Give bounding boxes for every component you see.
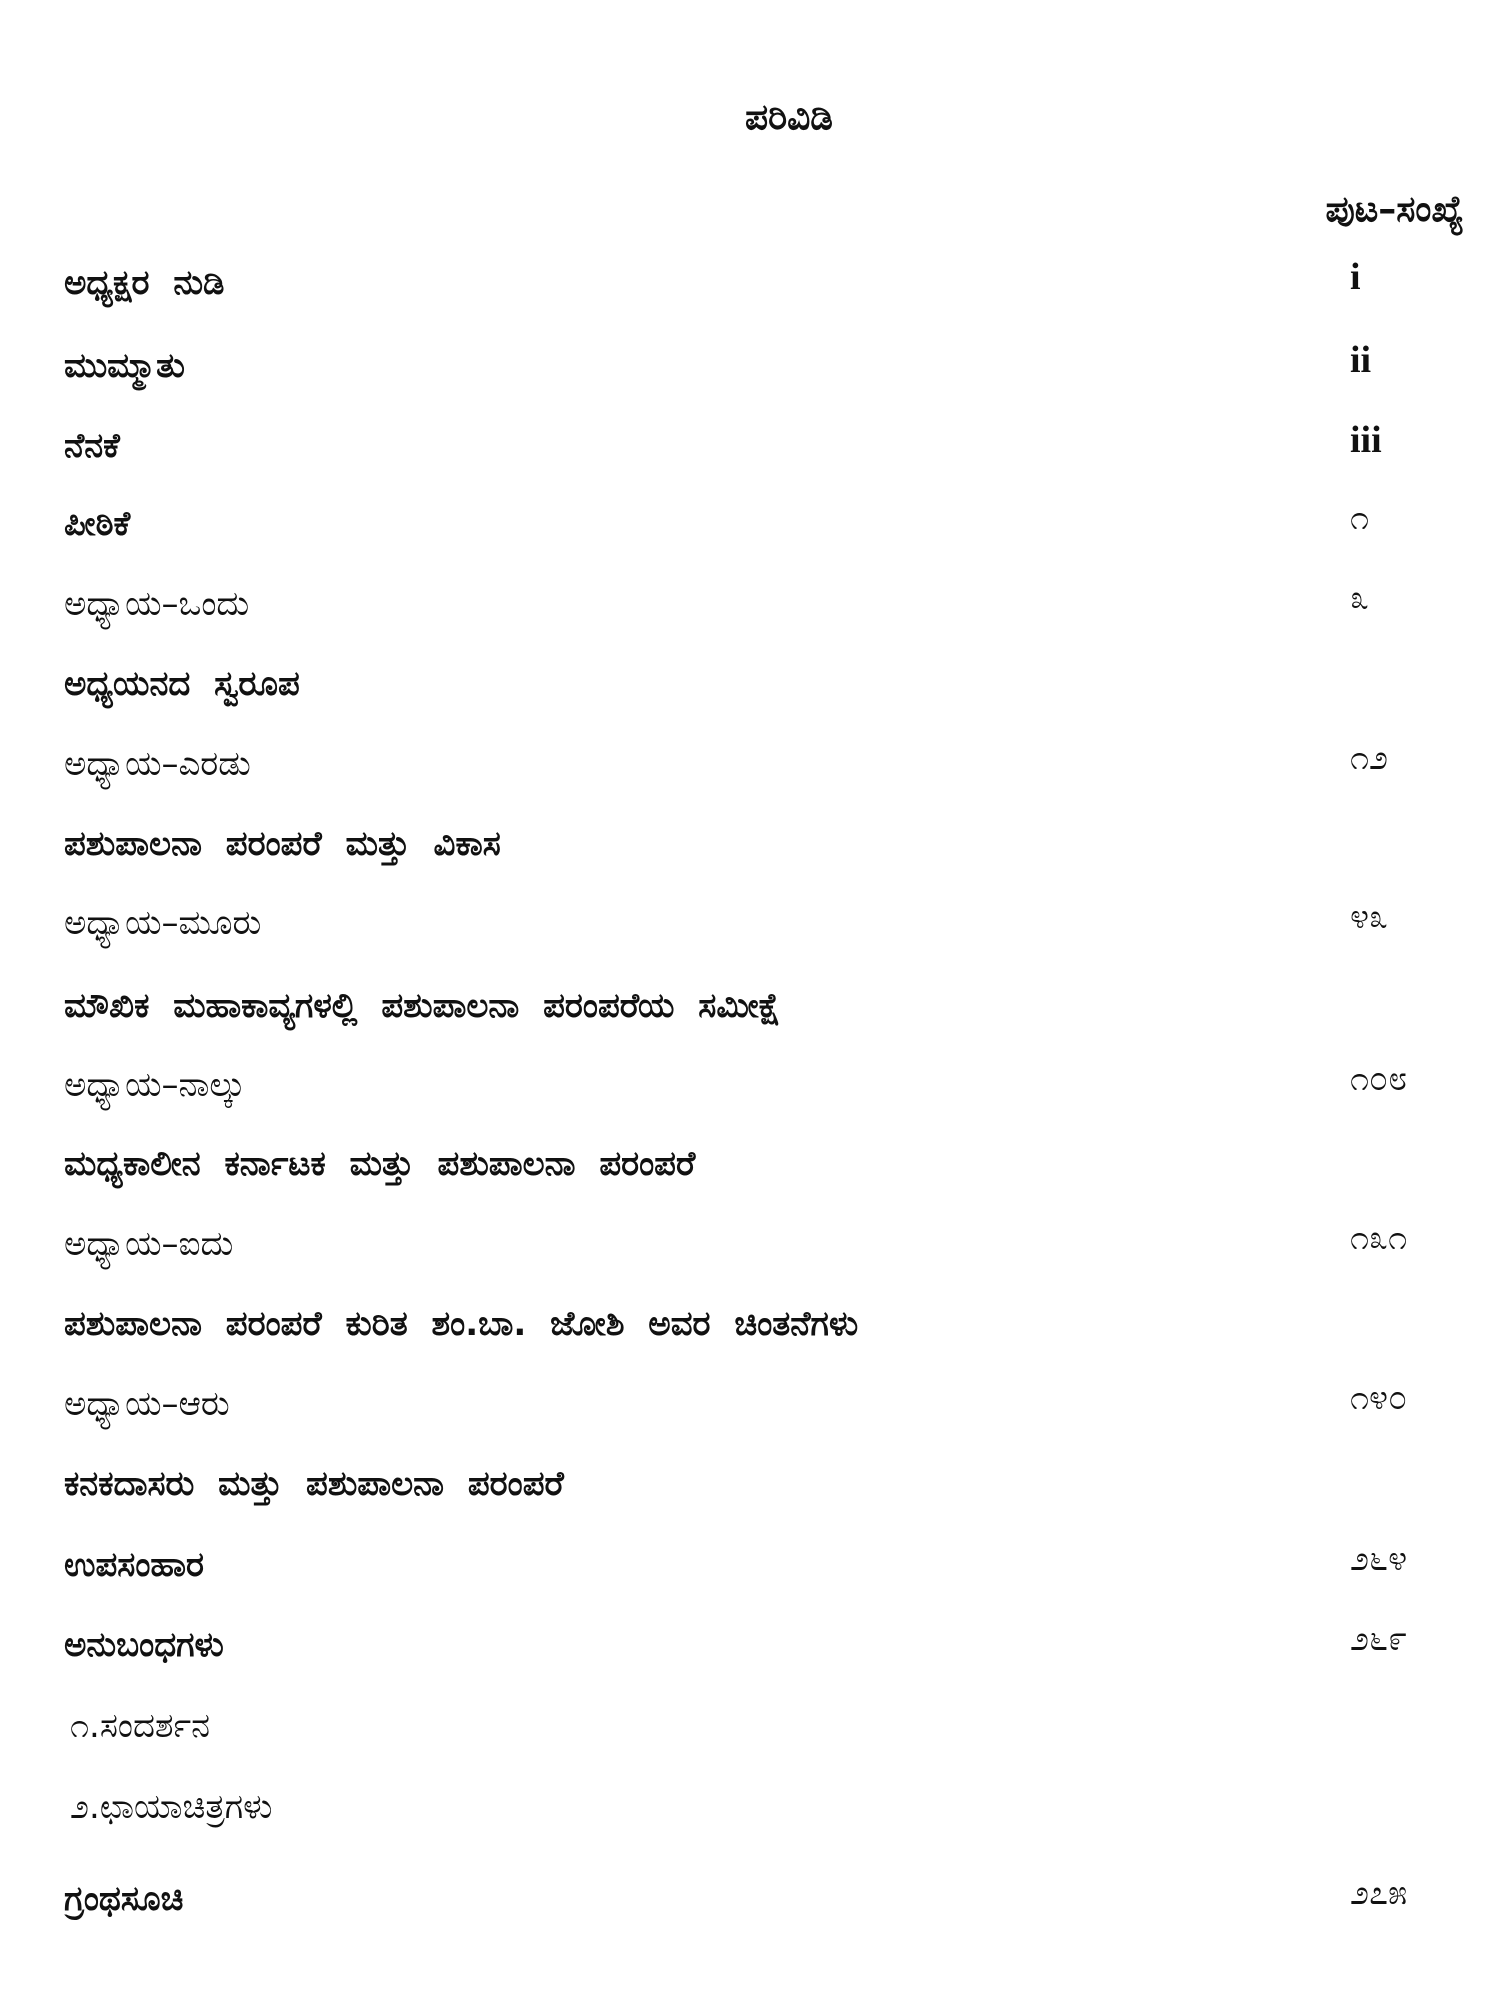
toc-entry-title: ಅನುಬಂಧಗಳು bbox=[64, 1625, 224, 1665]
toc-entry-bibliography bbox=[64, 1875, 1464, 1923]
toc-entry-page-number: ೧೩೧ bbox=[1350, 1218, 1408, 1258]
toc-chapter-title: ಕನಕದಾಸರು ಮತ್ತು ಪಶುಪಾಲನಾ ಪರಂಪರೆ bbox=[64, 1464, 564, 1504]
toc-entry-appendix-2 bbox=[64, 1783, 1464, 1831]
page-number-column-header: ಪುಟ–ಸಂಖ್ಯೆ bbox=[1325, 189, 1464, 230]
toc-entry-foreword bbox=[64, 339, 1464, 390]
toc-entry-page-number: i bbox=[1350, 256, 1361, 298]
toc-entry-title: ಮುಮ್ಮಾತು bbox=[64, 346, 185, 386]
toc-entry-chapter-4 bbox=[64, 1061, 1464, 1109]
page-title: ಪರಿವಿಡಿ bbox=[745, 97, 833, 138]
toc-chapter-label: ಅಧ್ಯಾಯ–ಆರು bbox=[64, 1384, 230, 1424]
toc-entry-appendix-1 bbox=[64, 1702, 1464, 1750]
toc-entry-page-number: iii bbox=[1350, 419, 1382, 461]
toc-entry-title: ನೆನಕೆ bbox=[64, 426, 120, 466]
toc-entry-page-number: ೪೩ bbox=[1350, 897, 1389, 937]
toc-chapter-title: ಮೌಖಿಕ ಮಹಾಕಾವ್ಯಗಳಲ್ಲಿ ಪಶುಪಾಲನಾ ಪರಂಪರೆಯ ಸಮೀಕ್ಷೆ bbox=[64, 986, 781, 1026]
toc-entry-page-number: ii bbox=[1350, 339, 1372, 381]
toc-entry-page-number: ೧೨ bbox=[1350, 738, 1389, 778]
toc-entry-title: ಗ್ರಂಥಸೂಚಿ bbox=[64, 1879, 184, 1919]
toc-chapter-title: ಅಧ್ಯಯನದ ಸ್ವರೂಪ bbox=[64, 664, 300, 704]
toc-chapter-title: ಪಶುಪಾಲನಾ ಪರಂಪರೆ ಕುರಿತ ಶಂ.ಬಾ. ಜೋಶಿ ಅವರ ಚಿಂತನೆಗಳು bbox=[64, 1304, 859, 1344]
toc-entry-page-number: ೨೬೪ bbox=[1350, 1539, 1408, 1579]
toc-entry-title: ಅಧ್ಯಕ್ಷರ ನುಡಿ bbox=[64, 263, 225, 303]
toc-entry-chapter-3-title bbox=[64, 982, 1464, 1030]
toc-entry-chapter-6 bbox=[64, 1380, 1464, 1428]
toc-chapter-label: ಅಧ್ಯಾಯ–ನಾಲ್ಕು bbox=[64, 1065, 246, 1105]
toc-chapter-label: ಅಧ್ಯಾಯ–ಎರಡು bbox=[64, 744, 251, 784]
toc-entry-presidents-note bbox=[64, 256, 1464, 307]
toc-entry-page-number: ೩ bbox=[1350, 578, 1370, 618]
toc-entry-title: ಪೀಠಿಕೆ bbox=[64, 504, 131, 544]
toc-entry-page-number: ೧೦೮ bbox=[1350, 1059, 1408, 1099]
toc-entry-chapter-3 bbox=[64, 899, 1464, 947]
toc-entry-chapter-4-title bbox=[64, 1140, 1464, 1188]
toc-entry-page-number: ೨೭೫ bbox=[1350, 1873, 1408, 1913]
toc-entry-page-number: ೨೬೯ bbox=[1350, 1619, 1408, 1659]
toc-entry-page-number: ೧೪೦ bbox=[1350, 1378, 1408, 1418]
toc-entry-chapter-1 bbox=[64, 580, 1464, 628]
toc-entry-chapter-2-title bbox=[64, 820, 1464, 868]
toc-entry-acknowledgements bbox=[64, 419, 1464, 470]
toc-entry-chapter-6-title bbox=[64, 1460, 1464, 1508]
toc-entry-chapter-2 bbox=[64, 740, 1464, 788]
toc-entry-title: ಉಪಸಂಹಾರ bbox=[64, 1545, 204, 1585]
toc-entry-introduction bbox=[64, 500, 1464, 548]
toc-chapter-title: ಪಶುಪಾಲನಾ ಪರಂಪರೆ ಮತ್ತು ವಿಕಾಸ bbox=[64, 824, 501, 864]
toc-entry-chapter-1-title bbox=[64, 660, 1464, 708]
toc-entry-appendices bbox=[64, 1621, 1464, 1669]
toc-chapter-title: ಮಧ್ಯಕಾಲೀನ ಕರ್ನಾಟಕ ಮತ್ತು ಪಶುಪಾಲನಾ ಪರಂಪರೆ bbox=[64, 1144, 696, 1184]
toc-chapter-label: ಅಧ್ಯಾಯ–ಒಂದು bbox=[64, 584, 250, 624]
toc-entry-conclusion bbox=[64, 1541, 1464, 1589]
toc-entry-chapter-5 bbox=[64, 1220, 1464, 1268]
toc-subentry-title: ೧.ಸಂದರ್ಶನ bbox=[70, 1706, 211, 1746]
toc-entry-page-number: ೧ bbox=[1350, 498, 1370, 538]
toc-chapter-label: ಅಧ್ಯಾಯ–ಐದು bbox=[64, 1224, 234, 1264]
toc-chapter-label: ಅಧ್ಯಾಯ–ಮೂರು bbox=[64, 903, 262, 943]
toc-subentry-title: ೨.ಛಾಯಾಚಿತ್ರಗಳು bbox=[70, 1787, 273, 1827]
toc-entry-chapter-5-title bbox=[64, 1300, 1464, 1348]
